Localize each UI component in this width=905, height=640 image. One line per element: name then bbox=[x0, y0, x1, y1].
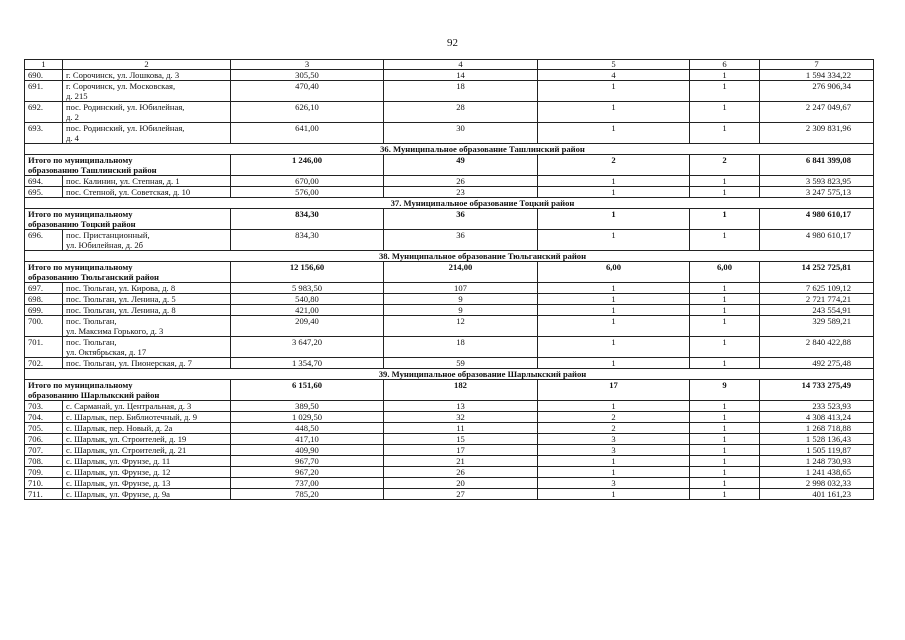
col4-value: 18 bbox=[384, 337, 538, 358]
col4-value: 15 bbox=[384, 434, 538, 445]
housing-table bbox=[24, 59, 874, 500]
col5-value: 1 bbox=[538, 316, 690, 337]
area-value: 670,00 bbox=[231, 176, 384, 187]
col4-value: 9 bbox=[384, 294, 538, 305]
row-number: 700. bbox=[25, 316, 63, 337]
row-number: 702. bbox=[25, 358, 63, 369]
section-row bbox=[25, 198, 874, 209]
column-number: 5 bbox=[538, 60, 690, 70]
total-cost: 14 252 725,81 bbox=[760, 262, 874, 283]
row-number: 705. bbox=[25, 423, 63, 434]
col4-value: 12 bbox=[384, 316, 538, 337]
cost-value: 492 275,48 bbox=[760, 358, 874, 369]
col6-value: 1 bbox=[690, 283, 760, 294]
address: с. Шарлык, ул. Фрунзе, д. 11 bbox=[63, 456, 231, 467]
table-row bbox=[25, 337, 874, 358]
total-col4: 49 bbox=[384, 155, 538, 176]
total-cost: 14 733 275,49 bbox=[760, 380, 874, 401]
col5-value: 2 bbox=[538, 423, 690, 434]
row-number: 691. bbox=[25, 81, 63, 102]
col4-value: 30 bbox=[384, 123, 538, 144]
total-col6: 1 bbox=[690, 209, 760, 230]
total-row bbox=[25, 155, 874, 176]
col5-value: 1 bbox=[538, 102, 690, 123]
address: с. Шарлык, ул. Фрунзе, д. 9а bbox=[63, 489, 231, 500]
col5-value: 1 bbox=[538, 176, 690, 187]
col4-value: 11 bbox=[384, 423, 538, 434]
address: с. Сарманай, ул. Центральная, д. 3 bbox=[63, 401, 231, 412]
col4-value: 23 bbox=[384, 187, 538, 198]
total-area: 1 246,00 bbox=[231, 155, 384, 176]
row-number: 693. bbox=[25, 123, 63, 144]
address: пос. Тюльган, ул. Кирова, д. 8 bbox=[63, 283, 231, 294]
col5-value: 1 bbox=[538, 358, 690, 369]
table-row bbox=[25, 358, 874, 369]
cost-value: 2 998 032,33 bbox=[760, 478, 874, 489]
total-col5: 17 bbox=[538, 380, 690, 401]
total-label: Итого по муниципальному образованию Тоцкий район bbox=[25, 209, 231, 230]
row-number: 698. bbox=[25, 294, 63, 305]
row-number: 708. bbox=[25, 456, 63, 467]
address: с. Шарлык, пер. Новый, д. 2а bbox=[63, 423, 231, 434]
address: г. Сорочинск, ул. Московская, д. 215 bbox=[63, 81, 231, 102]
col4-value: 36 bbox=[384, 230, 538, 251]
col5-value: 1 bbox=[538, 337, 690, 358]
cost-value: 243 554,91 bbox=[760, 305, 874, 316]
area-value: 209,40 bbox=[231, 316, 384, 337]
table-row bbox=[25, 489, 874, 500]
section-row bbox=[25, 144, 874, 155]
col5-value: 1 bbox=[538, 489, 690, 500]
col5-value: 1 bbox=[538, 456, 690, 467]
col6-value: 1 bbox=[690, 123, 760, 144]
address: пос. Тюльган, ул. Пионерская, д. 7 bbox=[63, 358, 231, 369]
address: пос. Родинский, ул. Юбилейная, д. 2 bbox=[63, 102, 231, 123]
address: с. Шарлык, ул. Строителей, д. 19 bbox=[63, 434, 231, 445]
column-number: 3 bbox=[231, 60, 384, 70]
area-value: 1 029,50 bbox=[231, 412, 384, 423]
address: пос. Тюльган, ул. Октябрьская, д. 17 bbox=[63, 337, 231, 358]
total-row bbox=[25, 209, 874, 230]
col5-value: 4 bbox=[538, 70, 690, 81]
total-col4: 182 bbox=[384, 380, 538, 401]
row-number: 697. bbox=[25, 283, 63, 294]
area-value: 470,40 bbox=[231, 81, 384, 102]
row-number: 701. bbox=[25, 337, 63, 358]
total-col5: 6,00 bbox=[538, 262, 690, 283]
area-value: 417,10 bbox=[231, 434, 384, 445]
col5-value: 1 bbox=[538, 401, 690, 412]
row-number: 692. bbox=[25, 102, 63, 123]
col4-value: 9 bbox=[384, 305, 538, 316]
total-cost: 4 980 610,17 bbox=[760, 209, 874, 230]
section-title: 38. Муниципальное образование Тюльганский район bbox=[25, 251, 874, 262]
table-row bbox=[25, 401, 874, 412]
area-value: 389,50 bbox=[231, 401, 384, 412]
col4-value: 26 bbox=[384, 176, 538, 187]
cost-value: 3 247 575,13 bbox=[760, 187, 874, 198]
cost-value: 276 906,34 bbox=[760, 81, 874, 102]
cost-value: 4 980 610,17 bbox=[760, 230, 874, 251]
col5-value: 1 bbox=[538, 81, 690, 102]
area-value: 785,20 bbox=[231, 489, 384, 500]
area-value: 737,00 bbox=[231, 478, 384, 489]
total-row bbox=[25, 380, 874, 401]
col4-value: 14 bbox=[384, 70, 538, 81]
total-col4: 214,00 bbox=[384, 262, 538, 283]
total-label: Итого по муниципальному образованию Ташлинский район bbox=[25, 155, 231, 176]
cost-value: 3 593 823,95 bbox=[760, 176, 874, 187]
address: с. Шарлык, пер. Библиотечный, д. 9 bbox=[63, 412, 231, 423]
total-row bbox=[25, 262, 874, 283]
table-row bbox=[25, 423, 874, 434]
area-value: 641,00 bbox=[231, 123, 384, 144]
col6-value: 1 bbox=[690, 81, 760, 102]
cost-value: 2 840 422,88 bbox=[760, 337, 874, 358]
row-number: 711. bbox=[25, 489, 63, 500]
col6-value: 1 bbox=[690, 412, 760, 423]
total-label: Итого по муниципальному образованию Шарлыкский район bbox=[25, 380, 231, 401]
table-row bbox=[25, 305, 874, 316]
column-number: 2 bbox=[63, 60, 231, 70]
total-col5: 1 bbox=[538, 209, 690, 230]
address: с. Шарлык, ул. Фрунзе, д. 13 bbox=[63, 478, 231, 489]
col4-value: 17 bbox=[384, 445, 538, 456]
table-row bbox=[25, 456, 874, 467]
total-col6: 6,00 bbox=[690, 262, 760, 283]
row-number: 699. bbox=[25, 305, 63, 316]
row-number: 690. bbox=[25, 70, 63, 81]
column-number: 1 bbox=[25, 60, 63, 70]
col5-value: 3 bbox=[538, 445, 690, 456]
col6-value: 1 bbox=[690, 176, 760, 187]
col4-value: 18 bbox=[384, 81, 538, 102]
table-row bbox=[25, 176, 874, 187]
area-value: 626,10 bbox=[231, 102, 384, 123]
total-col6: 2 bbox=[690, 155, 760, 176]
total-area: 834,30 bbox=[231, 209, 384, 230]
section-title: 39. Муниципальное образование Шарлыкский район bbox=[25, 369, 874, 380]
cost-value: 1 594 334,22 bbox=[760, 70, 874, 81]
col5-value: 1 bbox=[538, 283, 690, 294]
col5-value: 2 bbox=[538, 412, 690, 423]
col6-value: 1 bbox=[690, 456, 760, 467]
section-row bbox=[25, 369, 874, 380]
col4-value: 13 bbox=[384, 401, 538, 412]
col6-value: 1 bbox=[690, 305, 760, 316]
cost-value: 4 308 413,24 bbox=[760, 412, 874, 423]
table-row bbox=[25, 434, 874, 445]
column-number: 4 bbox=[384, 60, 538, 70]
address: пос. Тюльган, ул. Ленина, д. 5 bbox=[63, 294, 231, 305]
row-number: 703. bbox=[25, 401, 63, 412]
cost-value: 233 523,93 bbox=[760, 401, 874, 412]
address: с. Шарлык, ул. Фрунзе, д. 12 bbox=[63, 467, 231, 478]
table-row bbox=[25, 467, 874, 478]
cost-value: 2 247 049,67 bbox=[760, 102, 874, 123]
table-row bbox=[25, 283, 874, 294]
row-number: 710. bbox=[25, 478, 63, 489]
col6-value: 1 bbox=[690, 423, 760, 434]
total-area: 6 151,60 bbox=[231, 380, 384, 401]
col6-value: 1 bbox=[690, 294, 760, 305]
col6-value: 1 bbox=[690, 187, 760, 198]
cost-value: 1 241 438,65 bbox=[760, 467, 874, 478]
cost-value: 1 268 718,88 bbox=[760, 423, 874, 434]
table-row bbox=[25, 123, 874, 144]
area-value: 3 647,20 bbox=[231, 337, 384, 358]
table-row bbox=[25, 412, 874, 423]
col4-value: 26 bbox=[384, 467, 538, 478]
col5-value: 1 bbox=[538, 187, 690, 198]
cost-value: 1 248 730,93 bbox=[760, 456, 874, 467]
col6-value: 1 bbox=[690, 434, 760, 445]
col5-value: 1 bbox=[538, 123, 690, 144]
column-number: 7 bbox=[760, 60, 874, 70]
area-value: 409,90 bbox=[231, 445, 384, 456]
col4-value: 59 bbox=[384, 358, 538, 369]
address: пос. Тюльган, ул. Ленина, д. 8 bbox=[63, 305, 231, 316]
area-value: 967,70 bbox=[231, 456, 384, 467]
area-value: 967,20 bbox=[231, 467, 384, 478]
address: с. Шарлык, ул. Строителей, д. 21 bbox=[63, 445, 231, 456]
area-value: 834,30 bbox=[231, 230, 384, 251]
address: пос. Родинский, ул. Юбилейная, д. 4 bbox=[63, 123, 231, 144]
area-value: 448,50 bbox=[231, 423, 384, 434]
col5-value: 1 bbox=[538, 294, 690, 305]
cost-value: 2 721 774,21 bbox=[760, 294, 874, 305]
col5-value: 3 bbox=[538, 434, 690, 445]
table-row bbox=[25, 294, 874, 305]
total-cost: 6 841 399,08 bbox=[760, 155, 874, 176]
cost-value: 1 528 136,43 bbox=[760, 434, 874, 445]
area-value: 421,00 bbox=[231, 305, 384, 316]
cost-value: 329 589,21 bbox=[760, 316, 874, 337]
col4-value: 20 bbox=[384, 478, 538, 489]
table-row bbox=[25, 230, 874, 251]
total-label: Итого по муниципальному образованию Тюльганский район bbox=[25, 262, 231, 283]
table-row bbox=[25, 478, 874, 489]
table-row bbox=[25, 316, 874, 337]
row-number: 707. bbox=[25, 445, 63, 456]
col6-value: 1 bbox=[690, 337, 760, 358]
section-title: 37. Муниципальное образование Тоцкий район bbox=[25, 198, 874, 209]
table-row bbox=[25, 81, 874, 102]
row-number: 709. bbox=[25, 467, 63, 478]
total-col5: 2 bbox=[538, 155, 690, 176]
address: пос. Тюльган, ул. Максима Горького, д. 3 bbox=[63, 316, 231, 337]
area-value: 305,50 bbox=[231, 70, 384, 81]
row-number: 694. bbox=[25, 176, 63, 187]
area-value: 5 983,50 bbox=[231, 283, 384, 294]
col5-value: 1 bbox=[538, 230, 690, 251]
col6-value: 1 bbox=[690, 467, 760, 478]
table-row bbox=[25, 187, 874, 198]
col6-value: 1 bbox=[690, 230, 760, 251]
col6-value: 1 bbox=[690, 478, 760, 489]
col5-value: 1 bbox=[538, 305, 690, 316]
address: пос. Калинин, ул. Степная, д. 1 bbox=[63, 176, 231, 187]
cost-value: 7 625 109,12 bbox=[760, 283, 874, 294]
cost-value: 401 161,23 bbox=[760, 489, 874, 500]
area-value: 1 354,70 bbox=[231, 358, 384, 369]
column-number: 6 bbox=[690, 60, 760, 70]
col6-value: 1 bbox=[690, 401, 760, 412]
section-title: 36. Муниципальное образование Ташлинский район bbox=[25, 144, 874, 155]
total-col4: 36 bbox=[384, 209, 538, 230]
col5-value: 1 bbox=[538, 467, 690, 478]
area-value: 576,00 bbox=[231, 187, 384, 198]
col6-value: 1 bbox=[690, 445, 760, 456]
cost-value: 2 309 831,96 bbox=[760, 123, 874, 144]
row-number: 704. bbox=[25, 412, 63, 423]
col4-value: 27 bbox=[384, 489, 538, 500]
page-number: 92 bbox=[447, 37, 458, 49]
row-number: 695. bbox=[25, 187, 63, 198]
row-number: 696. bbox=[25, 230, 63, 251]
cost-value: 1 505 119,87 bbox=[760, 445, 874, 456]
col6-value: 1 bbox=[690, 102, 760, 123]
col4-value: 32 bbox=[384, 412, 538, 423]
total-area: 12 156,60 bbox=[231, 262, 384, 283]
total-col6: 9 bbox=[690, 380, 760, 401]
table-row bbox=[25, 70, 874, 81]
address: г. Сорочинск, ул. Лошкова, д. 3 bbox=[63, 70, 231, 81]
section-row bbox=[25, 251, 874, 262]
table-row bbox=[25, 102, 874, 123]
col6-value: 1 bbox=[690, 358, 760, 369]
column-numbers-row bbox=[25, 60, 874, 70]
col6-value: 1 bbox=[690, 489, 760, 500]
area-value: 540,80 bbox=[231, 294, 384, 305]
col6-value: 1 bbox=[690, 316, 760, 337]
col6-value: 1 bbox=[690, 70, 760, 81]
address: пос. Степной, ул. Советская, д. 10 bbox=[63, 187, 231, 198]
col5-value: 3 bbox=[538, 478, 690, 489]
col4-value: 107 bbox=[384, 283, 538, 294]
address: пос. Пристанционный, ул. Юбилейная, д. 2б bbox=[63, 230, 231, 251]
col4-value: 28 bbox=[384, 102, 538, 123]
table-row bbox=[25, 445, 874, 456]
col4-value: 21 bbox=[384, 456, 538, 467]
row-number: 706. bbox=[25, 434, 63, 445]
